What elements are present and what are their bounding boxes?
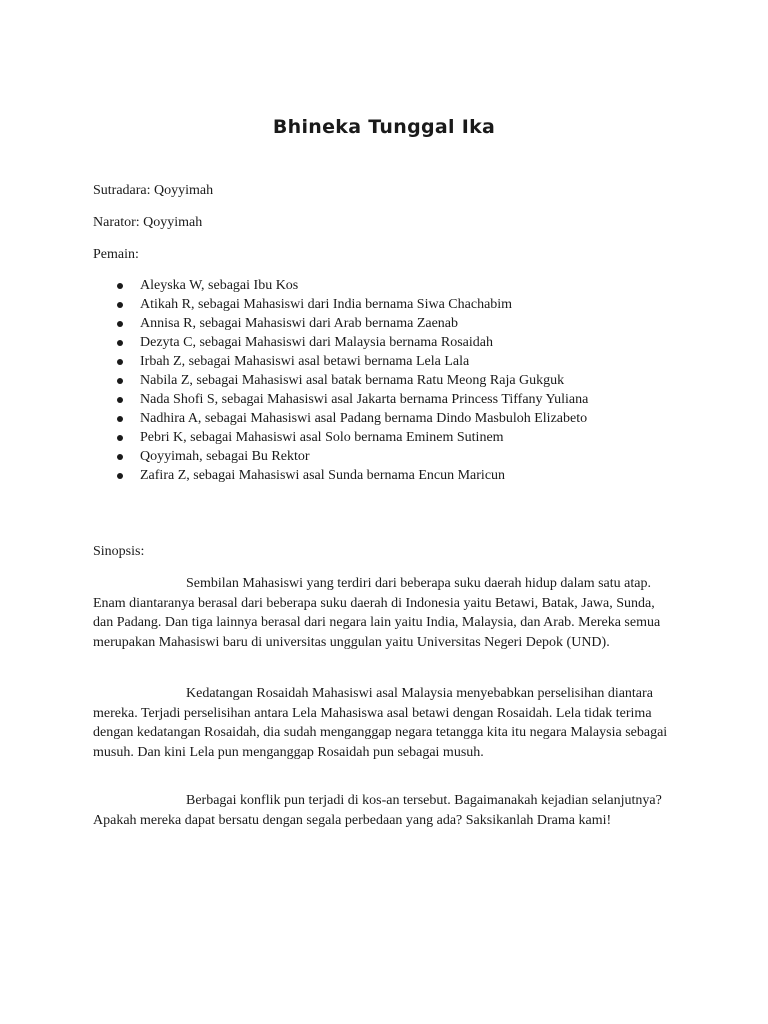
sinopsis-label: Sinopsis: xyxy=(93,544,145,559)
bullet-icon xyxy=(117,378,123,384)
cast-item xyxy=(113,466,713,485)
bullet-icon xyxy=(117,321,123,327)
bullet-icon xyxy=(117,302,123,308)
sutradara-line: Sutradara: Qoyyimah xyxy=(93,183,214,198)
cast-item xyxy=(113,390,713,409)
cast-item-text: Nadhira A, sebagai Mahasiswi asal Padang bernama Dindo Masbuloh Elizabeto xyxy=(140,411,588,426)
bullet-icon xyxy=(117,416,123,422)
sinopsis-paragraph: Kedatangan Rosaidah Mahasiswi asal Malaysia menyebabkan perselisihan diantara mereka. Terjadi perselisihan antara Lela Mahasiswa asal betawi dengan Rosaidah. Lela tidak terima dengan kedatangan Rosaidah, dia sudah menganggap negara tetangga kita itu negara Malaysia sebagai musuh. Dan kini Lela pun menganggap Rosaidah pun sebagai musuh. xyxy=(93,686,668,760)
document-title: Bhineka Tunggal Ika xyxy=(272,116,496,138)
bullet-icon xyxy=(117,283,123,289)
cast-item-text: Aleyska W, sebagai Ibu Kos xyxy=(140,278,299,293)
bullet-icon xyxy=(117,454,123,460)
cast-item-text: Dezyta C, sebagai Mahasiswi dari Malaysia bernama Rosaidah xyxy=(140,335,494,350)
bullet-icon xyxy=(117,435,123,441)
cast-item-text: Qoyyimah, sebagai Bu Rektor xyxy=(140,449,310,464)
cast-item-text: Annisa R, sebagai Mahasiswi dari Arab bernama Zaenab xyxy=(140,316,459,331)
bullet-icon xyxy=(117,473,123,479)
cast-item-text: Nabila Z, sebagai Mahasiswi asal batak bernama Ratu Meong Raja Gukguk xyxy=(140,373,565,388)
cast-item-text: Atikah R, sebagai Mahasiswi dari India bernama Siwa Chachabim xyxy=(140,297,513,312)
cast-item xyxy=(113,276,713,295)
cast-item xyxy=(113,371,713,390)
cast-item xyxy=(113,409,713,428)
cast-item xyxy=(113,333,713,352)
pemain-label: Pemain: xyxy=(93,247,139,262)
cast-item xyxy=(113,314,713,333)
bullet-icon xyxy=(117,397,123,403)
cast-list xyxy=(113,276,713,485)
cast-item xyxy=(113,295,713,314)
cast-item-text: Irbah Z, sebagai Mahasiswi asal betawi bernama Lela Lala xyxy=(140,354,470,369)
sinopsis-paragraph: Berbagai konflik pun terjadi di kos-an tersebut. Bagaimanakah kejadian selanjutnya? Apakah mereka dapat bersatu dengan segala perbedaan yang ada? Saksikanlah Drama kami! xyxy=(93,793,662,828)
cast-item xyxy=(113,428,713,447)
sinopsis-paragraph: Sembilan Mahasiswi yang terdiri dari beberapa suku daerah hidup dalam satu atap. Enam diantaranya berasal dari beberapa suku daerah di Indonesia yaitu Betawi, Batak, Jawa, Sunda, dan Padang. Dan tiga lainnya berasal dari negara lain yaitu India, Malaysia, dan Arab. Mereka semua merupakan Mahasiswi baru di universitas unggulan yaitu Universitas Negeri Depok (UND). xyxy=(93,576,661,650)
cast-item-text: Nada Shofi S, sebagai Mahasiswi asal Jakarta bernama Princess Tiffany Yuliana xyxy=(140,392,589,407)
cast-item xyxy=(113,447,713,466)
bullet-icon xyxy=(117,340,123,346)
bullet-icon xyxy=(117,359,123,365)
cast-item-text: Pebri K, sebagai Mahasiswi asal Solo bernama Eminem Sutinem xyxy=(140,430,504,445)
cast-item-text: Zafira Z, sebagai Mahasiswi asal Sunda bernama Encun Maricun xyxy=(140,468,506,483)
narator-line: Narator: Qoyyimah xyxy=(93,215,203,230)
cast-item xyxy=(113,352,713,371)
